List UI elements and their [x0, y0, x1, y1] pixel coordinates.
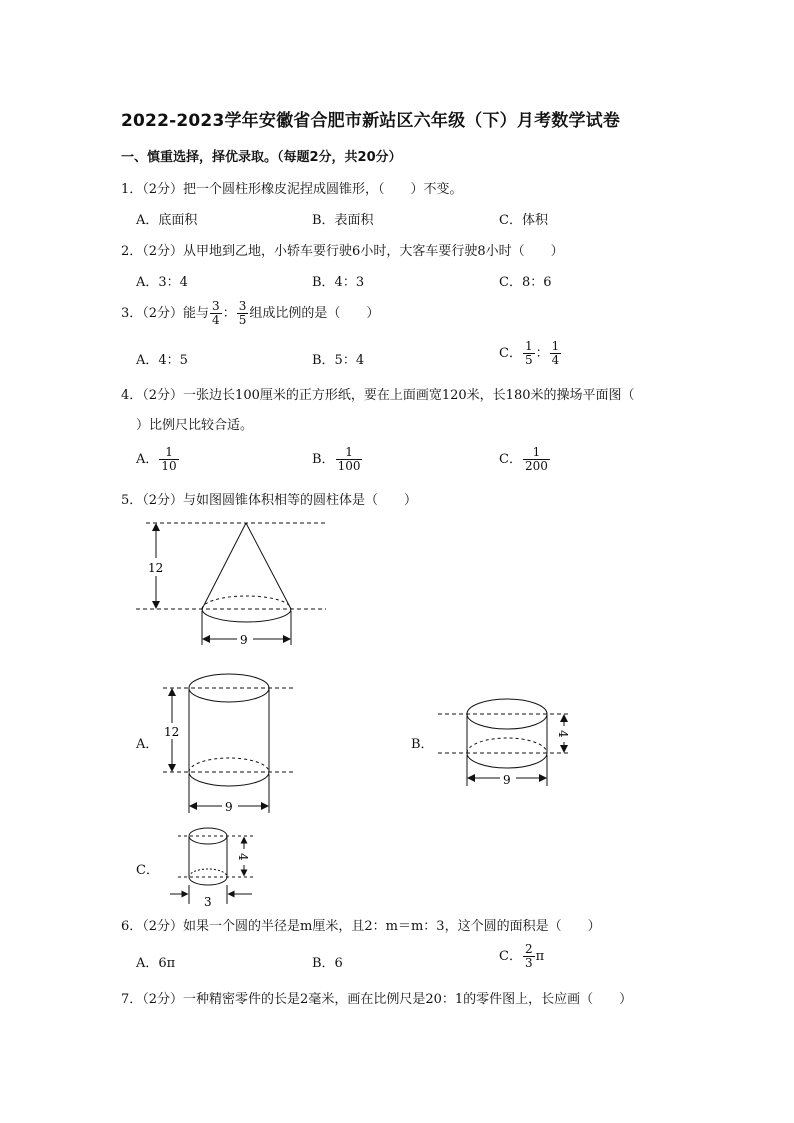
question-3-stem: [121, 300, 379, 327]
q3-colon: ：: [222, 306, 236, 321]
q1-option-a[interactable]: A．底面积: [136, 213, 198, 228]
q3-fraction-2: $\frac{3}{5}$: [238, 299, 247, 327]
q3-option-c[interactable]: C． $\frac{1}{5}$ ： $\frac{1}{4}$: [499, 339, 560, 367]
cylinder-c-figure: [168, 822, 258, 907]
q3-option-b[interactable]: B．5：4: [312, 353, 365, 368]
q5-option-b[interactable]: B．: [411, 737, 434, 752]
q4-option-b[interactable]: B． $\frac{1}{100}$: [312, 445, 361, 473]
question-4-stem-line1: 4．（2分）一张边长100厘米的正方形纸，要在上面画宽120米，长180米的操场平面图（: [121, 388, 635, 403]
q3-option-a[interactable]: A．4：5: [136, 353, 188, 368]
q2-option-b[interactable]: B．4：3: [312, 275, 365, 290]
cone-base-back: [202, 596, 291, 609]
q4-option-c-fraction: $\frac{1}{200}$: [524, 445, 548, 473]
cone-height-label: 12: [148, 561, 164, 575]
cylinder-c-height-label: 4: [236, 853, 250, 861]
q3-stem-post: 组成比例的是（ ）: [249, 306, 380, 321]
q3-stem-pre: 3．（2分）能与: [121, 306, 210, 321]
exam-title: 2022-2023学年安徽省合肥市新站区六年级（下）月考数学试卷: [121, 111, 621, 131]
cone-base-front: [202, 609, 291, 622]
question-7-stem: 7．（2分）一种精密零件的长是2毫米，画在比例尺是20：1的零件图上，长应画（ ）: [121, 992, 633, 1007]
question-4-stem-line2: ）比例尺比较合适。: [136, 418, 254, 433]
q3-option-c-fraction-2: $\frac{1}{4}$: [551, 339, 560, 367]
cylinder-b-height-label: 4: [556, 730, 570, 738]
question-2-stem: 2．（2分）从甲地到乙地，小轿车要行驶6小时，大客车要行驶8小时（ ）: [121, 244, 564, 259]
section-heading: 一、慎重选择，择优录取。（每题2分，共20分）: [121, 150, 402, 165]
cone-diameter-label: 9: [240, 633, 248, 647]
q1-option-b[interactable]: B．表面积: [312, 213, 374, 228]
q4-option-a[interactable]: A． $\frac{1}{10}$: [136, 445, 177, 473]
q4-option-a-fraction: $\frac{1}{10}$: [161, 445, 177, 473]
q1-option-c[interactable]: C．体积: [499, 213, 548, 228]
cylinder-b-diameter-label: 9: [503, 773, 511, 787]
cylinder-a-diameter-label: 9: [225, 800, 233, 814]
q4-option-c[interactable]: C． $\frac{1}{200}$: [499, 445, 548, 473]
q6-option-c[interactable]: C． $\frac{2}{3}$ π: [499, 942, 545, 970]
cone-figure: [136, 515, 331, 650]
q3-option-c-fraction-1: $\frac{1}{5}$: [524, 339, 533, 367]
q5-option-a[interactable]: A．: [136, 737, 159, 752]
question-6-stem: 6．（2分）如果一个圆的半径是m厘米，且2：m＝m：3，这个圆的面积是（ ）: [121, 919, 601, 934]
cylinder-a-height-label: 12: [164, 725, 180, 739]
q2-option-c[interactable]: C．8：6: [499, 275, 552, 290]
q3-fraction-1: $\frac{3}{4}$: [212, 299, 220, 327]
question-5-stem: 5．（2分）与如图圆锥体积相等的圆柱体是（ ）: [121, 493, 418, 508]
cone-left-edge: [202, 523, 246, 609]
q6-option-b[interactable]: B．6: [312, 956, 343, 971]
q6-option-c-fraction: $\frac{2}{3}$: [524, 942, 533, 970]
cylinder-a-figure: [158, 668, 298, 818]
cylinder-b-figure: [436, 690, 576, 790]
q6-option-a[interactable]: A．6π: [136, 956, 176, 971]
q2-option-a[interactable]: A．3：4: [136, 275, 188, 290]
cylinder-c-diameter-label: 3: [204, 895, 212, 907]
question-1-stem: 1．（2分）把一个圆柱形橡皮泥捏成圆锥形，（ ）不变。: [121, 182, 463, 197]
q4-option-b-fraction: $\frac{1}{100}$: [337, 445, 361, 473]
cylinder-b-top: [467, 699, 547, 729]
q5-option-c[interactable]: C．: [136, 863, 159, 878]
